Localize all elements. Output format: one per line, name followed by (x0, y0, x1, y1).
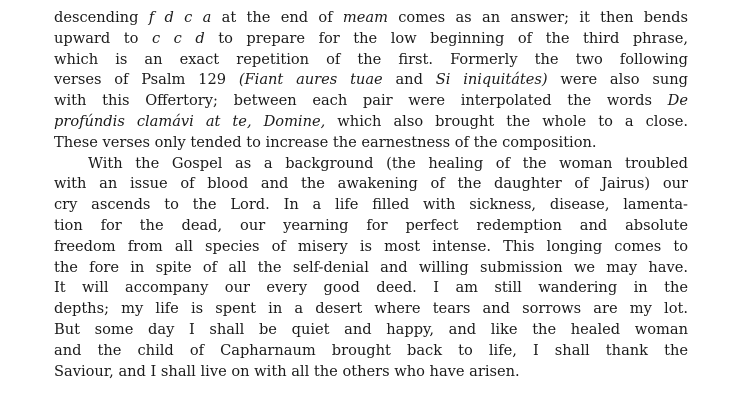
text-segment: to prepare for the low beginning of the third phrase, (204, 29, 688, 47)
text-segment: It will accompany our every good deed. I am still wandering in the (54, 279, 688, 297)
text-line (54, 70, 688, 91)
italic-text: De (667, 92, 688, 110)
text-line (54, 216, 688, 237)
text-segment: descending (54, 9, 149, 26)
text-line (54, 258, 688, 279)
text-line (54, 174, 688, 195)
paragraph (54, 8, 688, 154)
text-line (54, 278, 688, 299)
italic-text: Si iniquitátes) (435, 71, 548, 89)
text-line (54, 341, 688, 362)
text-segment: verses of Psalm 129 (54, 71, 239, 89)
italic-text: (Fiant aures tuae (238, 71, 383, 89)
text-segment: and the child of Capharnaum brought back to life, I shall thank the (54, 341, 688, 359)
paragraph (54, 154, 688, 383)
text-segment: With the Gospel as a background (the healing of the woman troubled (88, 154, 688, 172)
text-segment: which also brought the whole to a close. (325, 112, 688, 130)
text-segment: with this Offertory; between each pair were interpolated the words (54, 92, 668, 110)
text-segment: were also sung (547, 71, 688, 89)
text-segment: depths; my life is spent in a desert where tears and sorrows are my lot. (54, 300, 688, 318)
text-line (54, 133, 688, 154)
text-segment: the fore in spite of all the self-denial and willing submission we may have. (54, 258, 688, 276)
text-line (54, 50, 688, 71)
text-segment: tion for the dead, our yearning for perfect redemption and absolute (54, 216, 688, 234)
text-line (54, 8, 688, 29)
text-line (54, 154, 688, 175)
text-segment: But some day I shall be quiet and happy, and like the healed woman (54, 320, 688, 338)
text-line (54, 362, 688, 383)
text-segment: upward to (54, 29, 152, 47)
text-segment: comes as an answer; it then bends (387, 9, 688, 26)
italic-text: f d c a (148, 9, 212, 26)
text-line (54, 112, 688, 133)
text-segment: These verses only tended to increase the earnestness of the composition. (54, 133, 597, 151)
italic-text: meam (342, 9, 388, 26)
text-segment: and (382, 71, 436, 89)
body-text (54, 8, 688, 382)
text-line (54, 91, 688, 112)
text-line (54, 299, 688, 320)
italic-text: c c d (151, 29, 205, 47)
text-segment: cry ascends to the Lord. In a life filled with sickness, disease, lamenta- (54, 196, 688, 214)
text-segment: at the end of (211, 9, 343, 26)
text-segment: with an issue of blood and the awakening of the daughter of Jairus) our (54, 175, 688, 193)
text-line (54, 320, 688, 341)
text-segment: Saviour, and I shall live on with all the others who have arisen. (54, 362, 520, 380)
text-line (54, 195, 688, 216)
text-segment: which is an exact repetition of the first. Formerly the two following (54, 50, 688, 68)
text-segment: freedom from all species of misery is most intense. This longing comes to (54, 237, 688, 255)
text-line (54, 29, 688, 50)
italic-text: profúndis clamávi at te, Domine, (54, 112, 326, 130)
text-line (54, 237, 688, 258)
